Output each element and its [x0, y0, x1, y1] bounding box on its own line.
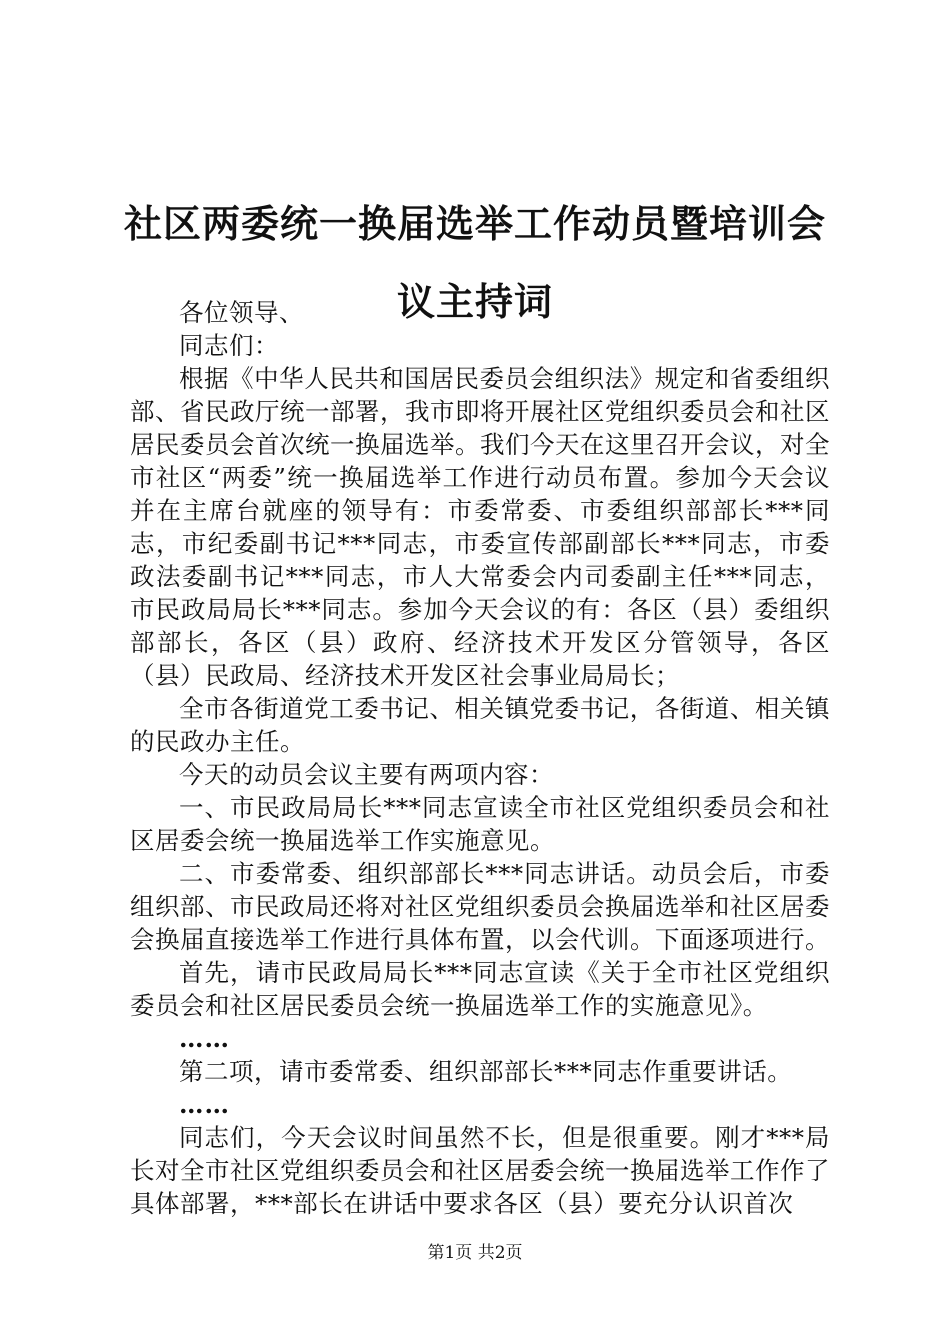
agenda-intro: 今天的动员会议主要有两项内容：	[179, 760, 554, 789]
closing-paragraph: 同志们，今天会议时间虽然不长，但是很重要。刚才***局长对全市社区党组织委员会和社区居委会统一换届选举工作作了具体部署，***部长在讲话中要求各区（县）要充分认识首次	[130, 1123, 830, 1218]
attendees-paragraph: 全市各街道党工委书记、相关镇党委书记，各街道、相关镇的民政办主任。	[130, 694, 830, 756]
salutation-leaders: 各位领导、	[179, 298, 304, 327]
intro-paragraph: 根据《中华人民共和国居民委员会组织法》规定和省委组织部、省民政厅统一部署，我市即将开展社区党组织委员会和社区居民委员会首次统一换届选举。我们今天在这里召开会议，对全市社区“两委”统一换届选举工作进行动员布置。参加今天会议并在主席台就座的领导有：市委常委、市委组织部部长***同志，市纪委副书记***同志，市委宣传部副部长***同志，市委政法委副书记***同志，市人大常委会内司委副主任***同志，市民政局局长***同志。参加今天会议的有：各区（县）委组织部部长，各区（县）政府、经济技术开发区分管领导，各区（县）民政局、经济技术开发区社会事业局局长；	[130, 364, 830, 690]
agenda-item-2: 二、市委常委、组织部部长***同志讲话。动员会后，市委组织部、市民政局还将对社区党组织委员会换届选举和社区居委会换届直接选举工作进行具体布置，以会代训。下面逐项进行。	[130, 859, 830, 954]
salutation-comrades: 同志们：	[179, 331, 279, 360]
second-item-paragraph: 第二项，请市委常委、组织部部长***同志作重要讲话。	[179, 1057, 793, 1086]
page-footer: 第1页 共2页	[427, 1243, 523, 1263]
agenda-item-1: 一、市民政局局长***同志宣读全市社区党组织委员会和社区居委会统一换届选举工作实施意见。	[130, 793, 830, 855]
ellipsis-2: ……	[179, 1090, 230, 1119]
first-item-paragraph: 首先，请市民政局局长***同志宣读《关于全市社区党组织委员会和社区居民委员会统一换届选举工作的实施意见》。	[130, 958, 830, 1020]
ellipsis-1: ……	[179, 1024, 230, 1053]
document-body	[130, 296, 830, 1220]
document-title: 社区两委统一换届选举工作动员暨培训会议主持词	[123, 202, 826, 325]
